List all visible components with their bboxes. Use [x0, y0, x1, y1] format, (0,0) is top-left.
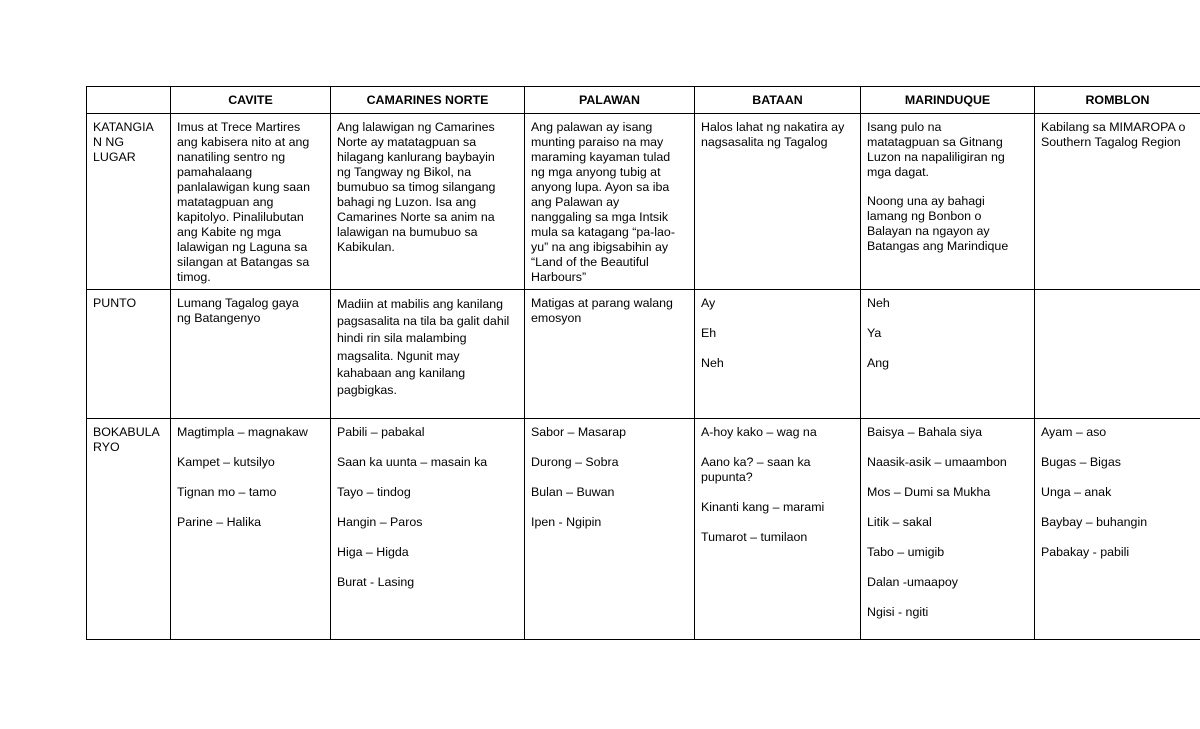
header-romblon: ROMBLON: [1035, 87, 1200, 114]
text-line: silangan at Batangas sa: [177, 255, 310, 269]
text-line: Eh: [701, 326, 717, 340]
text-line: kahabaan ang kanilang: [337, 365, 466, 380]
text-line: nagsasalita ng Tagalog: [701, 135, 828, 149]
text-line: Harbours”: [531, 270, 587, 284]
text-line: BOKABULA: [93, 425, 160, 439]
text-line: Baybay – buhangin: [1041, 515, 1148, 529]
text-line: hindi rin sila malambing: [337, 331, 467, 346]
text-line: Halos lahat ng nakatira ay: [701, 120, 845, 134]
cell-cavite: [171, 114, 331, 290]
text-line: ang kabisera nito at ang: [177, 135, 310, 149]
cell-cavite: [171, 419, 331, 640]
text-line: Tabo – umigib: [867, 545, 945, 559]
text-line: Mos – Dumi sa Mukha: [867, 485, 991, 499]
cell-marinduque: [861, 419, 1035, 640]
vocab-line: Tumarot – tumilaon: [701, 530, 808, 544]
text-line: Ayam – aso: [1041, 425, 1107, 439]
text-line: Madiin at mabilis ang kanilang: [337, 297, 503, 311]
text-line: Sabor – Masarap: [531, 425, 627, 439]
text-line: ang Palawan ay: [531, 195, 620, 209]
text-line: hilagang kanlurang baybayin: [337, 150, 495, 164]
text-line: Unga – anak: [1041, 485, 1112, 499]
vocab-line: Kinanti kang – marami: [701, 500, 825, 514]
text-line: Bugas – Bigas: [1041, 455, 1121, 469]
text-line: ng Batangenyo: [177, 311, 261, 325]
cell-camarines-norte: [331, 290, 525, 419]
row-label: [87, 114, 171, 290]
text-line: Neh: [867, 296, 890, 310]
text-line: Naasik-asik – umaambon: [867, 455, 1007, 469]
text-line: pagsasalita na tila ba galit dahil: [337, 314, 510, 329]
text-line: Ang: [867, 356, 890, 370]
text-line: Baisya – Bahala siya: [867, 425, 983, 439]
cell-romblon: [1035, 290, 1200, 419]
text-line: Kampet – kutsilyo: [177, 455, 275, 469]
cell-palawan: [525, 419, 695, 640]
cell-marinduque: [861, 290, 1035, 419]
cell-palawan: [525, 290, 695, 419]
vocab-line-wrap: pupunta?: [701, 470, 753, 484]
text-line: Matigas at parang walang: [531, 296, 673, 310]
text-line: timog.: [177, 270, 211, 284]
text-line: Bulan – Buwan: [531, 485, 615, 499]
text-line: mga dagat.: [867, 165, 929, 179]
header-bataan: BATAAN: [695, 87, 861, 114]
cell-cavite: [171, 290, 331, 419]
text-line: lamang ng Bonbon o: [867, 209, 982, 223]
text-line: Kabilang sa MIMAROPA o: [1041, 120, 1186, 134]
header-marinduque: MARINDUQUE: [861, 87, 1035, 114]
cell-romblon: [1035, 114, 1200, 290]
text-line: lalawigan ng Laguna sa: [177, 240, 308, 254]
text-line: Hangin – Paros: [337, 515, 423, 529]
text-line: RYO: [93, 440, 120, 454]
text-line: Imus at Trece Martires: [177, 120, 301, 134]
text-line: Burat - Lasing: [337, 575, 415, 589]
text-line: Luzon na napaliligiran ng: [867, 150, 1005, 164]
text-line: Ngisi - ngiti: [867, 605, 929, 619]
text-line: N NG: [93, 135, 124, 149]
text-line: Ang palawan ay isang: [531, 120, 653, 134]
text-line: mula sa katagang “pa-lao-: [531, 225, 675, 239]
paragraph: [867, 120, 1028, 180]
text-line: Litik – sakal: [867, 515, 932, 529]
text-line: Parine – Halika: [177, 515, 262, 529]
text-line: “Land of the Beautiful: [531, 255, 649, 269]
text-line: anyong lupa. Ayon sa iba: [531, 180, 670, 194]
text-line: Pabakay - pabili: [1041, 545, 1130, 559]
header-empty: [87, 87, 171, 114]
text-line: Dalan -umaapoy: [867, 575, 958, 589]
text-line: Ya: [867, 326, 882, 340]
text-line: Ang lalawigan ng Camarines: [337, 120, 495, 134]
text-line: KATANGIA: [93, 120, 154, 134]
row-label: [87, 419, 171, 640]
text-line: Norte ay matatagpuan sa: [337, 135, 477, 149]
header-camarines-norte: CAMARINES NORTE: [331, 87, 525, 114]
cell-bataan: [695, 114, 861, 290]
dialect-table: [86, 86, 1200, 640]
text-line: Tayo – tindog: [337, 485, 411, 499]
text-line: Kabikulan.: [337, 240, 395, 254]
text-line: Noong una ay bahagi: [867, 194, 985, 208]
text-line: bahagi ng Luzon. Isa ang: [337, 195, 477, 209]
text-line: yu” na ang ibigsabihin ay: [531, 240, 669, 254]
text-line: ng mga anyong tubig at: [531, 165, 661, 179]
vocab-line: Aano ka? – saan ka: [701, 455, 811, 469]
cell-romblon: [1035, 419, 1200, 640]
text-line: munting paraiso na may: [531, 135, 664, 149]
text-line: pagbigkas.: [337, 383, 397, 398]
text-line: Isang pulo na: [867, 120, 942, 134]
text-line: Higa – Higda: [337, 545, 409, 559]
cell-camarines-norte: [331, 114, 525, 290]
text-line: Magtimpla – magnakaw: [177, 425, 308, 439]
text-line: emosyon: [531, 311, 582, 325]
text-line: ng Tangway ng Bikol, na: [337, 165, 472, 179]
header-palawan: PALAWAN: [525, 87, 695, 114]
text-line: Balayan na ngayon ay: [867, 224, 990, 238]
text-line: Ipen - Ngipin: [531, 515, 602, 529]
text-line: Neh: [701, 356, 724, 370]
text-line: maraming kayaman tulad: [531, 150, 671, 164]
text-line: kapitolyo. Pinalilubutan: [177, 210, 304, 224]
text-line: Durong – Sobra: [531, 455, 619, 469]
text-line: panlalawigan kung saan: [177, 180, 310, 194]
text-line: matatagpuan ang: [177, 195, 274, 209]
row-katangian: [87, 114, 1200, 290]
cell-bataan: [695, 419, 861, 640]
text-line: Camarines Norte sa anim na: [337, 210, 495, 224]
row-label: [87, 290, 171, 419]
text-line: Pabili – pabakal: [337, 425, 425, 439]
text-line: Lumang Tagalog gaya: [177, 296, 299, 310]
text-line: nanggaling sa mga Intsik: [531, 210, 669, 224]
text-line: pamahalaang: [177, 165, 253, 179]
header-row: [87, 87, 1200, 114]
cell-marinduque: [861, 114, 1035, 290]
header-cavite: CAVITE: [171, 87, 331, 114]
text-line: lalawigan na bumubuo sa: [337, 225, 478, 239]
vocab-line: A-hoy kako – wag na: [701, 425, 817, 439]
row-bokabularyo: [87, 419, 1200, 640]
text-line: PUNTO: [93, 296, 137, 310]
text-line: matatagpuan sa Gitnang: [867, 135, 1003, 149]
text-line: ang Kabite ng mga: [177, 225, 282, 239]
text-line: Batangas ang Marindique: [867, 239, 1009, 253]
text-line: nanatiling sentro ng: [177, 150, 286, 164]
text-line: Tignan mo – tamo: [177, 485, 277, 499]
cell-palawan: [525, 114, 695, 290]
paragraph: [867, 194, 1028, 254]
row-punto: [87, 290, 1200, 419]
text-line: magsalita. Ngunit may: [337, 348, 460, 363]
text-line: LUGAR: [93, 150, 136, 164]
text-line: bumubuo sa timog silangang: [337, 180, 496, 194]
cell-bataan: [695, 290, 861, 419]
cell-camarines-norte: [331, 419, 525, 640]
text-line: Saan ka uunta – masain ka: [337, 455, 488, 469]
text-line: Southern Tagalog Region: [1041, 135, 1181, 149]
text-line: Ay: [701, 296, 716, 310]
